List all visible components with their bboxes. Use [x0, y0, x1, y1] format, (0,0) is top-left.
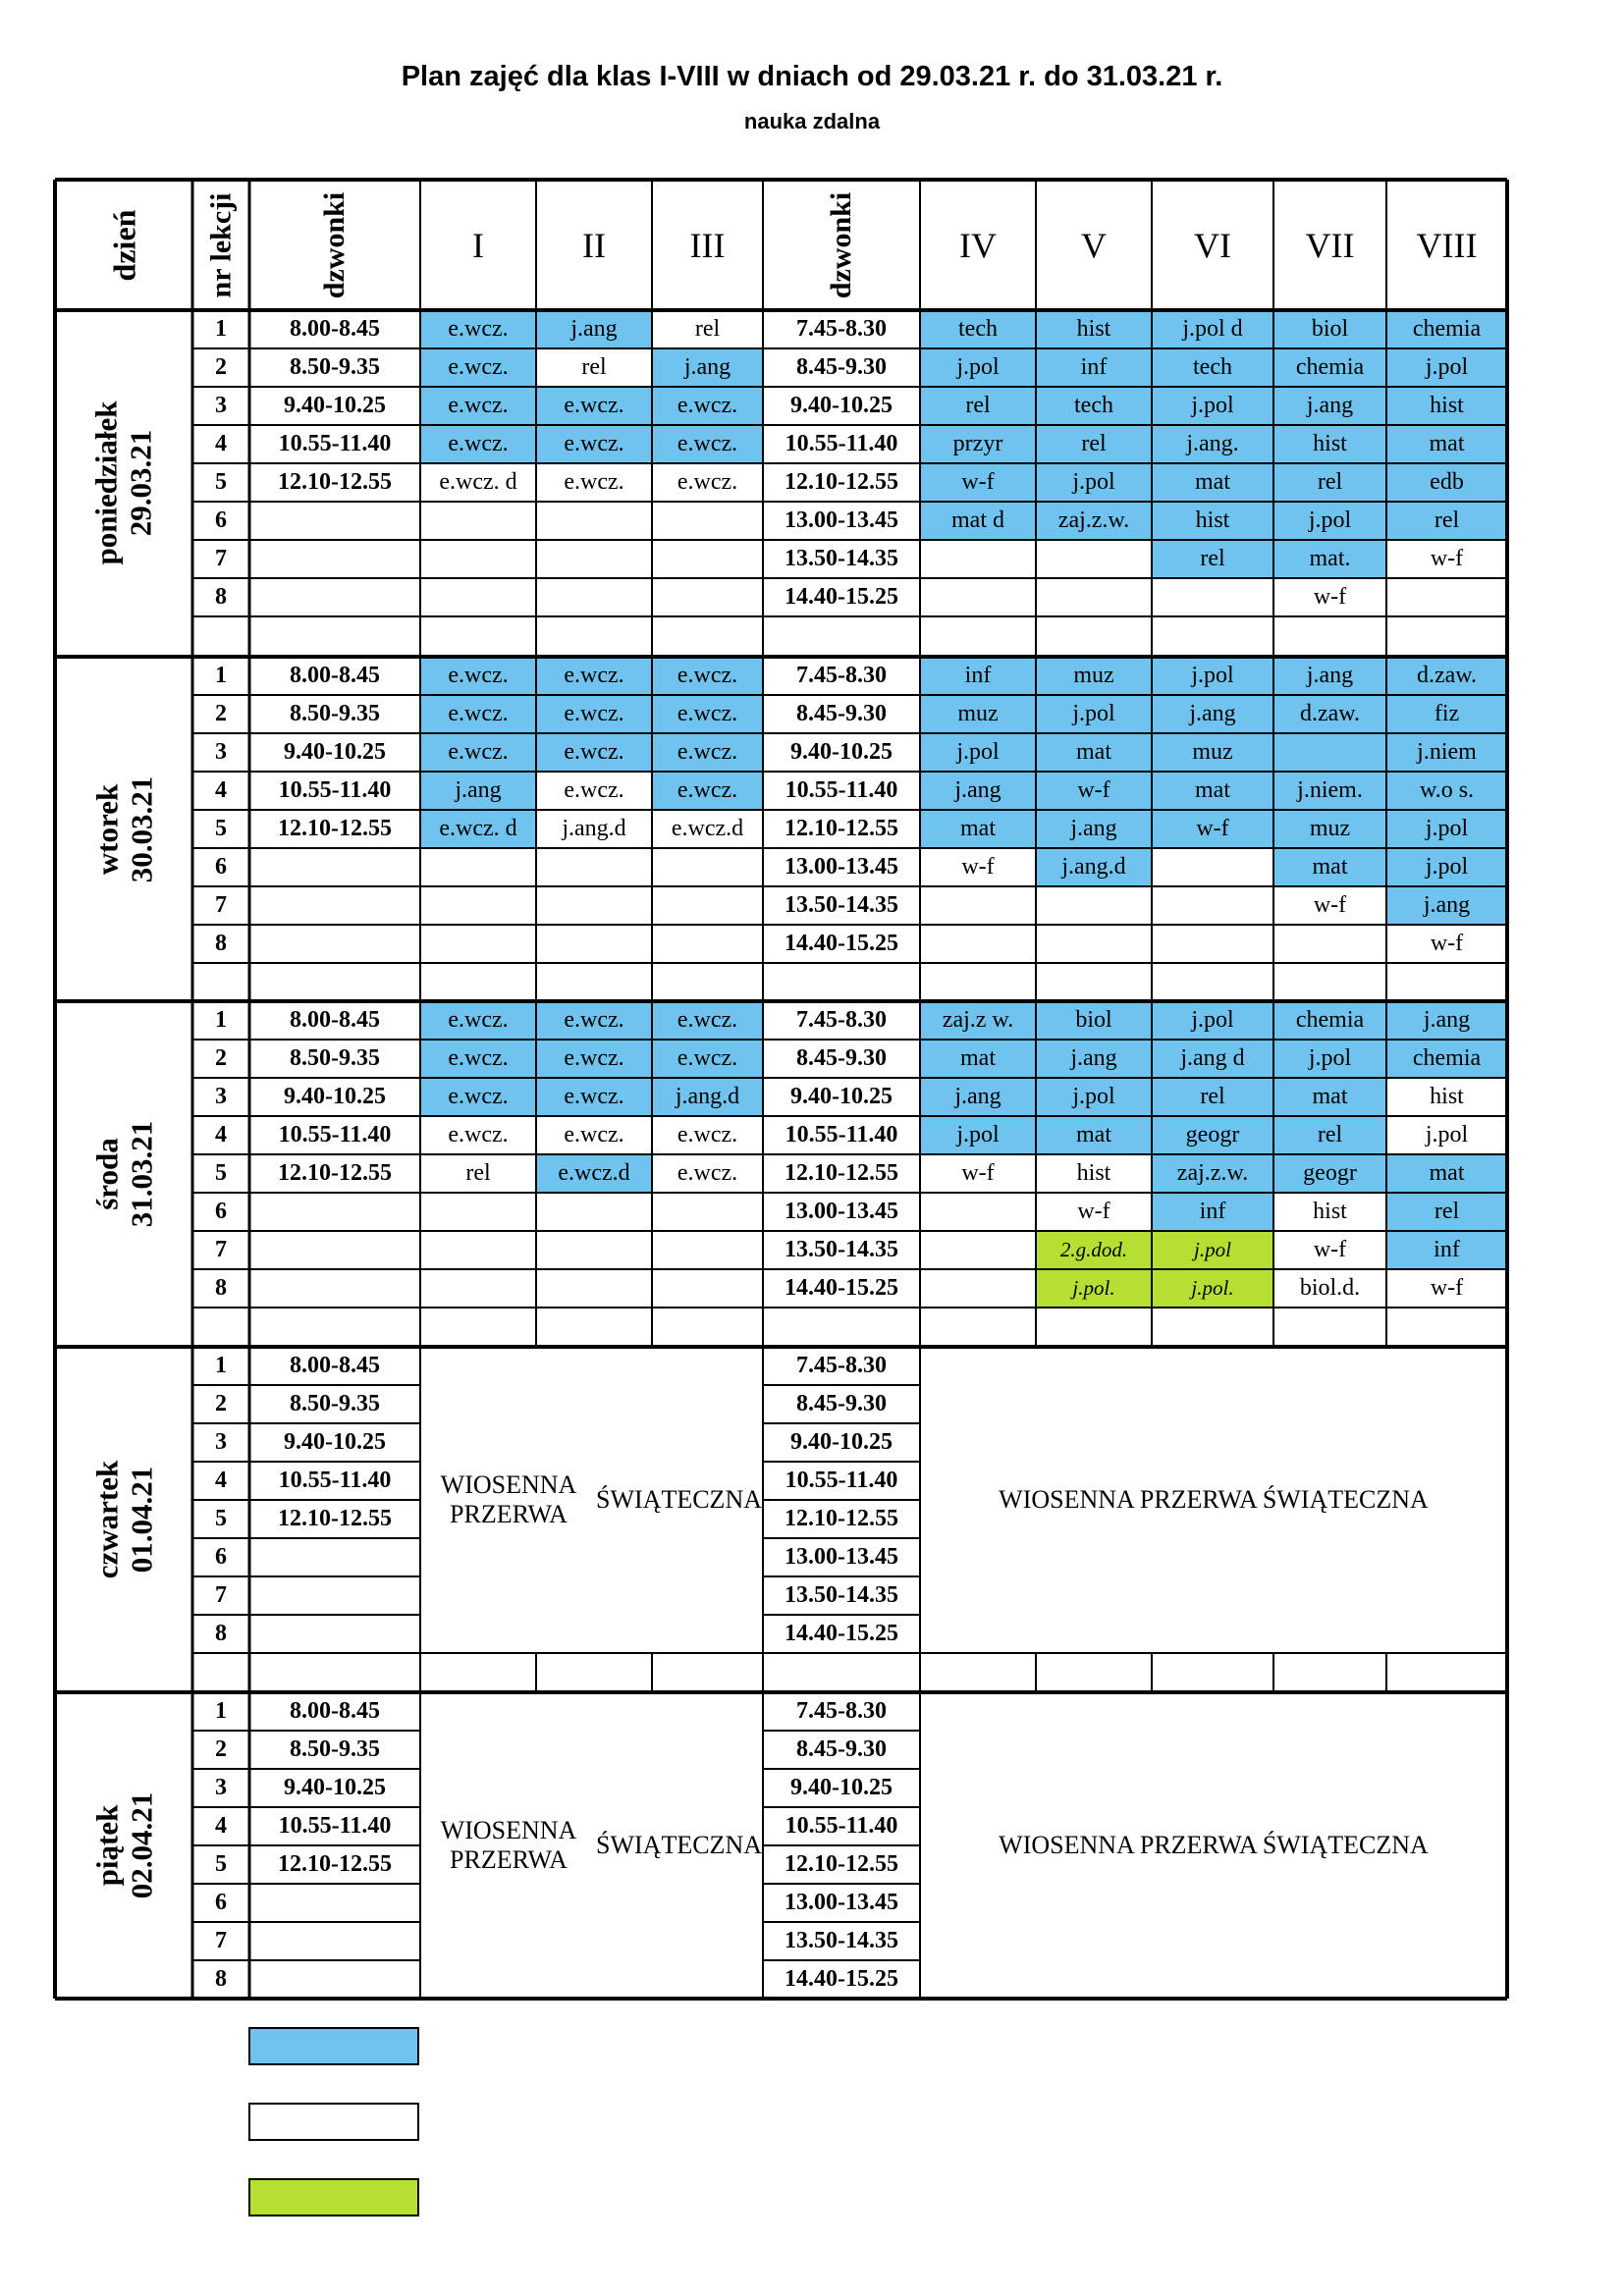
lesson-cell: e.wcz. [536, 1001, 652, 1040]
lesson-cell: e.wcz. [652, 425, 763, 463]
lesson-cell: j.pol [1273, 1040, 1386, 1078]
bell-time-a: 9.40-10.25 [284, 739, 386, 765]
lesson-number: 3 [215, 1084, 227, 1109]
lesson-cell: rel [1386, 502, 1507, 540]
lesson-cell: w-f [1386, 925, 1507, 963]
lesson-cell: j.pol [1152, 1231, 1273, 1269]
bell-time-b: 13.50-14.35 [785, 1928, 898, 1953]
bell-time-b: 12.10-12.55 [785, 1851, 898, 1877]
lesson-cell: rel [920, 387, 1036, 425]
bell-time-b: 14.40-15.25 [785, 1966, 898, 1992]
lesson-cell: chemia [1386, 1040, 1507, 1078]
lesson-cell: j.pol [920, 348, 1036, 387]
lesson-number: 3 [215, 393, 227, 418]
lesson-cell: mat [1386, 1154, 1507, 1193]
lesson-cell: j.ang [1386, 1001, 1507, 1040]
legend-blue-swatch [248, 2027, 419, 2065]
header-class-VI: VI [1194, 225, 1231, 265]
bell-time-b: 7.45-8.30 [796, 1698, 887, 1724]
lesson-cell: j.ang [1273, 657, 1386, 695]
lesson-number: 1 [215, 316, 227, 342]
bell-time-b: 8.45-9.30 [796, 701, 887, 726]
lesson-cell: mat d [920, 502, 1036, 540]
bell-time-a: 8.00-8.45 [290, 663, 380, 688]
break-notice-line2: ŚWIĄTECZNA [596, 1831, 762, 1859]
lesson-cell: e.wcz. [536, 1040, 652, 1078]
lesson-cell: e.wcz. [536, 657, 652, 695]
lesson-cell: hist [1273, 425, 1386, 463]
bell-time-b: 14.40-15.25 [785, 584, 898, 610]
lesson-number: 8 [215, 931, 227, 956]
lesson-cell: przyr [920, 425, 1036, 463]
lesson-cell: j.pol. [1036, 1269, 1152, 1308]
lesson-cell: zaj.z.w. [1036, 502, 1152, 540]
break-notice-line1: WIOSENNA PRZERWA [440, 1816, 577, 1874]
legend-white-swatch [248, 2103, 419, 2141]
lesson-cell: chemia [1386, 310, 1507, 348]
lesson-cell: muz [1273, 810, 1386, 848]
lesson-number: 3 [215, 739, 227, 765]
lesson-number: 7 [215, 892, 227, 918]
day-label-0: poniedziałek 29.03.21 [89, 400, 158, 565]
bell-time-a: 10.55-11.40 [278, 1468, 392, 1493]
lesson-cell: j.pol. [1152, 1269, 1273, 1308]
lesson-cell: e.wcz. [652, 657, 763, 695]
header-class-VIII: VIII [1416, 225, 1478, 265]
lesson-cell: j.ang. [1152, 425, 1273, 463]
lesson-cell: w-f [920, 848, 1036, 886]
bell-time-b: 8.45-9.30 [796, 354, 887, 380]
lesson-cell: d.zaw. [1386, 657, 1507, 695]
lesson-cell: j.ang [420, 772, 536, 810]
lesson-cell: w-f [1273, 578, 1386, 616]
lesson-cell: rel [1152, 540, 1273, 578]
lesson-cell: e.wcz. [420, 310, 536, 348]
lesson-cell: e.wcz. [536, 425, 652, 463]
lesson-cell: chemia [1273, 348, 1386, 387]
bell-time-b: 9.40-10.25 [790, 1775, 893, 1800]
lesson-cell: mat. [1273, 540, 1386, 578]
header-lesson-no: nr lekcji [204, 192, 237, 297]
lesson-cell: w.o s. [1386, 772, 1507, 810]
lesson-cell: e.wcz. [652, 1154, 763, 1193]
bell-time-b: 7.45-8.30 [796, 663, 887, 688]
break-notice-line1: WIOSENNA PRZERWA [440, 1470, 577, 1528]
header-class-IV: IV [959, 225, 997, 265]
lesson-cell: e.wcz. [652, 1116, 763, 1154]
lesson-cell: j.pol [1036, 463, 1152, 502]
lesson-number: 2 [215, 1045, 227, 1071]
bell-time-b: 13.50-14.35 [785, 1582, 898, 1608]
lesson-number: 1 [215, 1353, 227, 1378]
lesson-cell: j.ang [1036, 810, 1152, 848]
lesson-number: 8 [215, 1275, 227, 1301]
bell-time-b: 7.45-8.30 [796, 1353, 887, 1378]
header-class-I: I [472, 225, 484, 265]
bell-time-a: 10.55-11.40 [278, 777, 392, 803]
bell-time-b: 14.40-15.25 [785, 931, 898, 956]
lesson-number: 8 [215, 1966, 227, 1992]
lesson-cell: e.wcz. [420, 1078, 536, 1116]
break-notice-secondary: WIOSENNA PRZERWA ŚWIĄTECZNA [921, 1348, 1506, 1652]
lesson-cell: inf [1036, 348, 1152, 387]
lesson-number: 1 [215, 663, 227, 688]
lesson-cell: j.pol [1152, 387, 1273, 425]
lesson-cell: j.pol [1036, 695, 1152, 733]
lesson-cell: tech [1152, 348, 1273, 387]
bell-time-b: 13.00-13.45 [785, 1544, 898, 1570]
lesson-cell: e.wcz. [420, 1040, 536, 1078]
lesson-number: 4 [215, 1468, 227, 1493]
bell-time-a: 8.50-9.35 [290, 354, 380, 380]
header-day: dzień [105, 209, 141, 281]
lesson-number: 8 [215, 584, 227, 610]
lesson-cell: e.wcz. [652, 772, 763, 810]
bell-time-a: 10.55-11.40 [278, 1122, 392, 1148]
lesson-number: 8 [215, 1621, 227, 1646]
lesson-cell: j.ang [920, 772, 1036, 810]
bell-time-a: 9.40-10.25 [284, 1775, 386, 1800]
lesson-cell: e.wcz. d [420, 463, 536, 502]
bell-time-b: 10.55-11.40 [785, 1468, 898, 1493]
bell-time-b: 9.40-10.25 [790, 1084, 893, 1109]
header-bells-b: dzwonki [825, 191, 857, 298]
lesson-cell: e.wcz. [420, 733, 536, 772]
lesson-cell: e.wcz. [536, 733, 652, 772]
bell-time-a: 12.10-12.55 [278, 816, 392, 841]
lesson-cell: j.pol [1152, 1001, 1273, 1040]
lesson-cell: j.pol [1273, 502, 1386, 540]
header-bells-a: dzwonki [318, 191, 351, 298]
header-class-V: V [1081, 225, 1107, 265]
lesson-cell: muz [1152, 733, 1273, 772]
lesson-cell: e.wcz. [652, 1040, 763, 1078]
lesson-cell: hist [1036, 1154, 1152, 1193]
lesson-cell: geogr [1273, 1154, 1386, 1193]
lesson-cell: 2.g.dod. [1036, 1231, 1152, 1269]
lesson-cell: e.wcz.d [536, 1154, 652, 1193]
lesson-cell: hist [1386, 1078, 1507, 1116]
bell-time-b: 10.55-11.40 [785, 777, 898, 803]
bell-time-a: 8.50-9.35 [290, 1391, 380, 1416]
lesson-cell: e.wcz. [652, 695, 763, 733]
lesson-cell: hist [1036, 310, 1152, 348]
lesson-cell: inf [920, 657, 1036, 695]
bell-time-a: 9.40-10.25 [284, 1084, 386, 1109]
bell-time-b: 12.10-12.55 [785, 1506, 898, 1531]
lesson-cell: fiz [1386, 695, 1507, 733]
bell-time-b: 13.00-13.45 [785, 1199, 898, 1224]
lesson-cell: hist [1386, 387, 1507, 425]
lesson-cell: j.pol [1386, 1116, 1507, 1154]
lesson-cell: w-f [920, 463, 1036, 502]
header-class-VII: VII [1305, 225, 1355, 265]
bell-time-b: 10.55-11.40 [785, 431, 898, 456]
bell-time-a: 8.00-8.45 [290, 1353, 380, 1378]
bell-time-b: 9.40-10.25 [790, 1429, 893, 1455]
lesson-cell: j.ang [1152, 695, 1273, 733]
lesson-cell: muz [920, 695, 1036, 733]
lesson-cell: e.wcz. d [420, 810, 536, 848]
day-label-3: czwartek 01.04.21 [89, 1460, 158, 1578]
lesson-cell: edb [1386, 463, 1507, 502]
lesson-cell: j.ang [1036, 1040, 1152, 1078]
bell-time-b: 12.10-12.55 [785, 1160, 898, 1186]
lesson-cell: rel [652, 310, 763, 348]
lesson-cell: mat [920, 1040, 1036, 1078]
lesson-cell: w-f [1273, 1231, 1386, 1269]
lesson-cell: mat [1152, 463, 1273, 502]
lesson-cell: mat [1036, 733, 1152, 772]
bell-time-b: 13.00-13.45 [785, 854, 898, 880]
bell-time-a: 8.50-9.35 [290, 1736, 380, 1762]
lesson-cell: e.wcz. [420, 1116, 536, 1154]
bell-time-b: 7.45-8.30 [796, 1007, 887, 1033]
bell-time-b: 9.40-10.25 [790, 393, 893, 418]
lesson-number: 7 [215, 1582, 227, 1608]
lesson-number: 2 [215, 1736, 227, 1762]
lesson-cell: e.wcz. [420, 387, 536, 425]
bell-time-b: 10.55-11.40 [785, 1122, 898, 1148]
lesson-cell: e.wcz. [536, 1078, 652, 1116]
bell-time-b: 8.45-9.30 [796, 1045, 887, 1071]
lesson-cell: j.niem [1386, 733, 1507, 772]
lesson-cell: j.pol [1386, 848, 1507, 886]
bell-time-a: 12.10-12.55 [278, 469, 392, 495]
lesson-cell: e.wcz. [536, 695, 652, 733]
lesson-number: 7 [215, 1928, 227, 1953]
lesson-number: 5 [215, 469, 227, 495]
lesson-number: 6 [215, 1199, 227, 1224]
lesson-cell: hist [1152, 502, 1273, 540]
bell-time-b: 14.40-15.25 [785, 1621, 898, 1646]
day-label-2: środa 31.03.21 [89, 1120, 158, 1227]
lesson-cell: w-f [1273, 886, 1386, 925]
lesson-number: 2 [215, 354, 227, 380]
bell-time-a: 12.10-12.55 [278, 1506, 392, 1531]
lesson-cell: mat [1273, 1078, 1386, 1116]
lesson-number: 6 [215, 1890, 227, 1915]
lesson-cell: muz [1036, 657, 1152, 695]
lesson-number: 2 [215, 701, 227, 726]
bell-time-a: 8.50-9.35 [290, 1045, 380, 1071]
lesson-cell: e.wcz. [652, 463, 763, 502]
lesson-number: 5 [215, 1506, 227, 1531]
lesson-cell: biol [1273, 310, 1386, 348]
bell-time-a: 10.55-11.40 [278, 431, 392, 456]
lesson-cell: j.ang [652, 348, 763, 387]
lesson-number: 5 [215, 1851, 227, 1877]
bell-time-a: 10.55-11.40 [278, 1813, 392, 1839]
lesson-number: 4 [215, 431, 227, 456]
lesson-number: 1 [215, 1007, 227, 1033]
bell-time-b: 13.00-13.45 [785, 1890, 898, 1915]
lesson-cell: inf [1152, 1193, 1273, 1231]
lesson-cell: e.wcz. [652, 733, 763, 772]
lesson-cell: mat [920, 810, 1036, 848]
bell-time-a: 12.10-12.55 [278, 1851, 392, 1877]
bell-time-b: 9.40-10.25 [790, 739, 893, 765]
lesson-cell: zaj.z.w. [1152, 1154, 1273, 1193]
bell-time-b: 8.45-9.30 [796, 1391, 887, 1416]
lesson-cell: j.ang [920, 1078, 1036, 1116]
bell-time-a: 8.00-8.45 [290, 316, 380, 342]
lesson-cell: e.wcz. [536, 387, 652, 425]
lesson-number: 7 [215, 1237, 227, 1262]
lesson-cell: w-f [1036, 772, 1152, 810]
lesson-cell: e.wcz. [652, 1001, 763, 1040]
lesson-cell: tech [920, 310, 1036, 348]
lesson-number: 5 [215, 1160, 227, 1186]
lesson-cell: biol [1036, 1001, 1152, 1040]
lesson-cell: rel [1273, 1116, 1386, 1154]
header-class-III: III [689, 225, 726, 265]
lesson-number: 5 [215, 816, 227, 841]
lesson-cell: j.ang [536, 310, 652, 348]
lesson-cell: e.wcz. [420, 348, 536, 387]
page-subtitle: nauka zdalna [743, 109, 881, 133]
bell-time-a: 8.00-8.45 [290, 1698, 380, 1724]
lesson-number: 3 [215, 1429, 227, 1455]
break-notice-secondary: WIOSENNA PRZERWA ŚWIĄTECZNA [921, 1693, 1506, 1998]
bell-time-b: 8.45-9.30 [796, 1736, 887, 1762]
lesson-cell: rel [536, 348, 652, 387]
lesson-cell: biol.d. [1273, 1269, 1386, 1308]
lesson-cell: j.niem. [1273, 772, 1386, 810]
lesson-cell: inf [1386, 1231, 1507, 1269]
lesson-cell: j.ang.d [1036, 848, 1152, 886]
bell-time-a: 8.50-9.35 [290, 701, 380, 726]
lesson-cell: e.wcz. [536, 463, 652, 502]
lesson-cell: zaj.z w. [920, 1001, 1036, 1040]
lesson-cell: chemia [1273, 1001, 1386, 1040]
lesson-cell: e.wcz. [652, 387, 763, 425]
lesson-cell: rel [1273, 463, 1386, 502]
lesson-number: 6 [215, 507, 227, 533]
bell-time-a: 9.40-10.25 [284, 1429, 386, 1455]
bell-time-b: 13.50-14.35 [785, 1237, 898, 1262]
lesson-cell: e.wcz. [420, 657, 536, 695]
lesson-cell: w-f [1036, 1193, 1152, 1231]
bell-time-b: 12.10-12.55 [785, 469, 898, 495]
lesson-cell: w-f [1386, 540, 1507, 578]
bell-time-b: 7.45-8.30 [796, 316, 887, 342]
bell-time-a: 12.10-12.55 [278, 1160, 392, 1186]
lesson-number: 6 [215, 1544, 227, 1570]
lesson-cell: mat [1273, 848, 1386, 886]
lesson-cell: e.wcz. [536, 772, 652, 810]
lesson-number: 6 [215, 854, 227, 880]
lesson-cell: j.pol [920, 733, 1036, 772]
bell-time-b: 12.10-12.55 [785, 816, 898, 841]
lesson-cell: j.ang [1273, 387, 1386, 425]
lesson-number: 7 [215, 546, 227, 571]
page-title: Plan zajęć dla klas I-VIII w dniach od 29.03.21 r. do 31.03.21 r. [401, 61, 1223, 92]
lesson-number: 4 [215, 1813, 227, 1839]
break-notice-line2: ŚWIĄTECZNA [596, 1485, 762, 1514]
lesson-number: 3 [215, 1775, 227, 1800]
header-class-II: II [582, 225, 606, 265]
lesson-number: 4 [215, 777, 227, 803]
lesson-cell: tech [1036, 387, 1152, 425]
lesson-cell: rel [420, 1154, 536, 1193]
lesson-cell: w-f [920, 1154, 1036, 1193]
lesson-cell: j.ang [1386, 886, 1507, 925]
lesson-cell: rel [1386, 1193, 1507, 1231]
lesson-cell: j.pol [920, 1116, 1036, 1154]
lesson-cell: rel [1036, 425, 1152, 463]
legend-green-swatch [248, 2178, 419, 2216]
bell-time-a: 8.00-8.45 [290, 1007, 380, 1033]
lesson-cell: j.pol d [1152, 310, 1273, 348]
lesson-cell: j.pol [1386, 348, 1507, 387]
bell-time-b: 14.40-15.25 [785, 1275, 898, 1301]
lesson-number: 1 [215, 1698, 227, 1724]
day-label-4: piątek 02.04.21 [89, 1791, 158, 1899]
bell-time-b: 10.55-11.40 [785, 1813, 898, 1839]
lesson-cell: hist [1273, 1193, 1386, 1231]
bell-time-a: 9.40-10.25 [284, 393, 386, 418]
lesson-cell: e.wcz. [420, 1001, 536, 1040]
lesson-cell: e.wcz. [420, 425, 536, 463]
lesson-cell: e.wcz. [536, 1116, 652, 1154]
lesson-cell: w-f [1152, 810, 1273, 848]
bell-time-b: 13.50-14.35 [785, 546, 898, 571]
lesson-cell: j.ang.d [652, 1078, 763, 1116]
lesson-number: 4 [215, 1122, 227, 1148]
lesson-cell: j.ang d [1152, 1040, 1273, 1078]
bell-time-b: 13.50-14.35 [785, 892, 898, 918]
lesson-cell: j.pol [1036, 1078, 1152, 1116]
lesson-cell: mat [1152, 772, 1273, 810]
day-label-1: wtorek 30.03.21 [89, 775, 158, 882]
lesson-cell: j.ang.d [536, 810, 652, 848]
lesson-cell: mat [1036, 1116, 1152, 1154]
lesson-cell: j.pol [1152, 657, 1273, 695]
lesson-cell: j.pol [1386, 810, 1507, 848]
lesson-cell: e.wcz.d [652, 810, 763, 848]
lesson-cell: d.zaw. [1273, 695, 1386, 733]
lesson-cell: geogr [1152, 1116, 1273, 1154]
lesson-number: 2 [215, 1391, 227, 1416]
lesson-cell: rel [1152, 1078, 1273, 1116]
lesson-cell: w-f [1386, 1269, 1507, 1308]
bell-time-b: 13.00-13.45 [785, 507, 898, 533]
lesson-cell: mat [1386, 425, 1507, 463]
lesson-cell: e.wcz. [420, 695, 536, 733]
